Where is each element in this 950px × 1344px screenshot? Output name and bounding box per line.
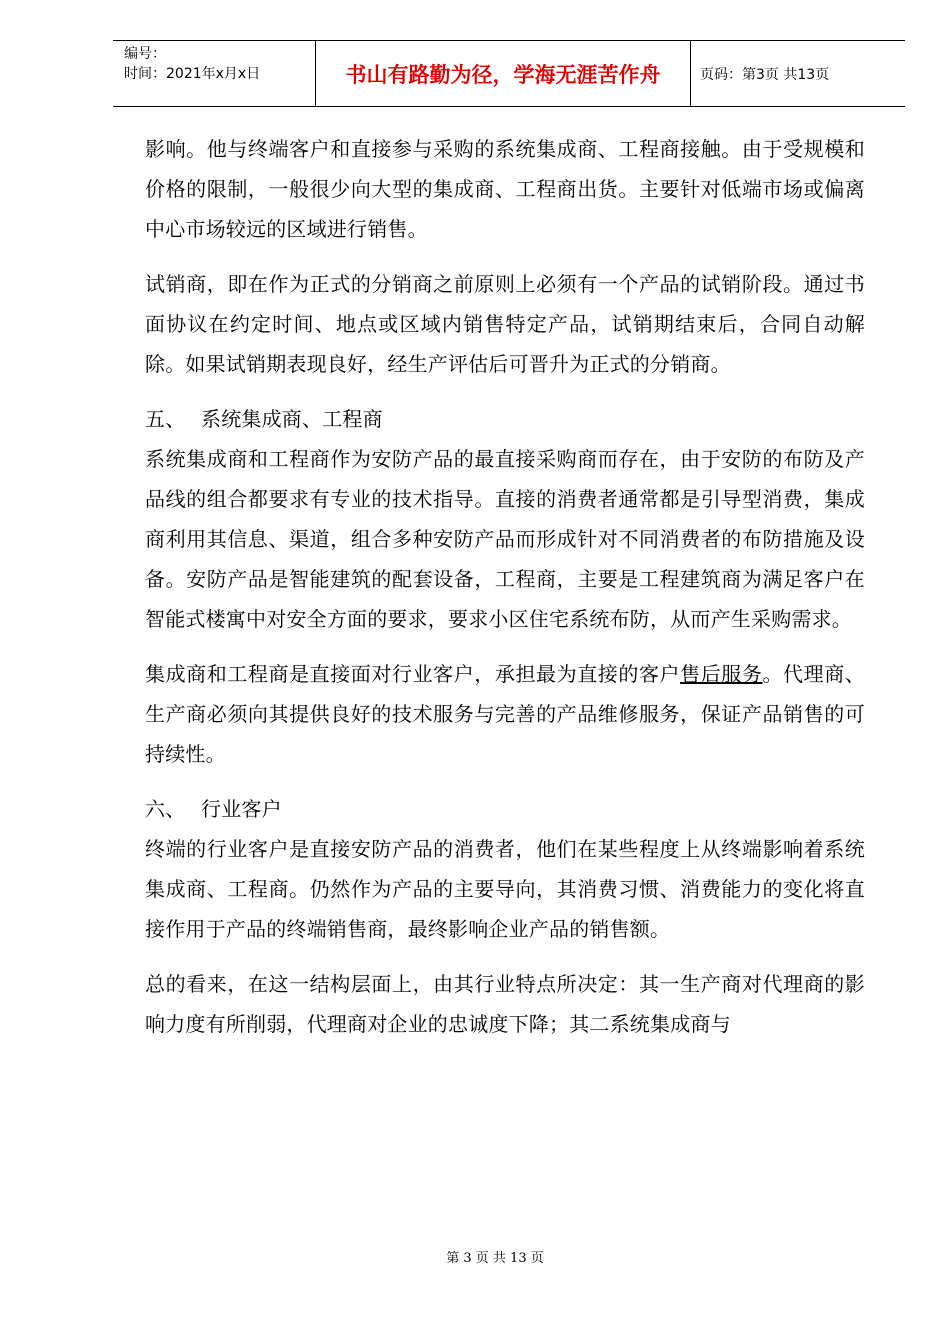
paragraph: 试销商，即在作为正式的分销商之前原则上必须有一个产品的试销阶段。通过书面协议在约定时间、地点或区域内销售特定产品，试销期结束后，合同自动解除。如果试销期表现良好，经生产评估后可晋升为正式的分销商。 [145, 272, 865, 376]
paragraph: 系统集成商和工程商作为安防产品的最直接采购商而存在，由于安防的布防及产品线的组合都要求有专业的技术指导。直接的消费者通常都是引导型消费，集成商利用其信息、渠道，组合多种安防产品而形成针对不同消费者的布防措施及设备。安防产品是智能建筑的配套设备，工程商，主要是工程建筑商为满足客户在智能式楼寓中对安全方面的要求，要求小区住宅系统布防，从而产生采购需求。 [145, 447, 865, 631]
section-heading [145, 789, 865, 829]
section-number: 五、 [145, 407, 186, 431]
document-body [145, 129, 865, 1044]
section-heading [145, 399, 865, 439]
document-time: 时间：2021年x月x日 [124, 66, 261, 82]
header-meta [113, 41, 316, 106]
section-title: 系统集成商、工程商 [201, 407, 383, 431]
section-number: 六、 [145, 797, 186, 821]
paragraph: 集成商和工程商是直接面对行业客户，承担最为直接的客户售后服务。代理商、生产商必须向其提供良好的技术服务与完善的产品维修服务，保证产品销售的可持续性。 [145, 662, 865, 766]
page-header [113, 40, 905, 107]
page-footer: 第 3 页 共 13 页 [446, 1251, 544, 1266]
header-page-info: 页码：第3页 共13页 [700, 66, 830, 83]
section-title: 行业客户 [201, 797, 282, 821]
paragraph: 总的看来，在这一结构层面上，由其行业特点所决定：其一生产商对代理商的影响力度有所削弱，代理商对企业的忠诚度下降；其二系统集成商与 [145, 972, 865, 1036]
document-number: 编号： [124, 46, 166, 62]
paragraph: 影响。他与终端客户和直接参与采购的系统集成商、工程商接触。由于受规模和价格的限制，一般很少向大型的集成商、工程商出货。主要针对低端市场或偏离中心市场较远的区域进行销售。 [145, 137, 865, 241]
header-motto: 书山有路勤为径，学海无涯苦作舟 [316, 41, 691, 106]
paragraph: 终端的行业客户是直接安防产品的消费者，他们在某些程度上从终端影响着系统集成商、工程商。仍然作为产品的主要导向，其消费习惯、消费能力的变化将直接作用于产品的终端销售商，最终影响企业产品的销售额。 [145, 837, 865, 941]
after-sales-link[interactable]: 售后服务 [680, 662, 763, 686]
